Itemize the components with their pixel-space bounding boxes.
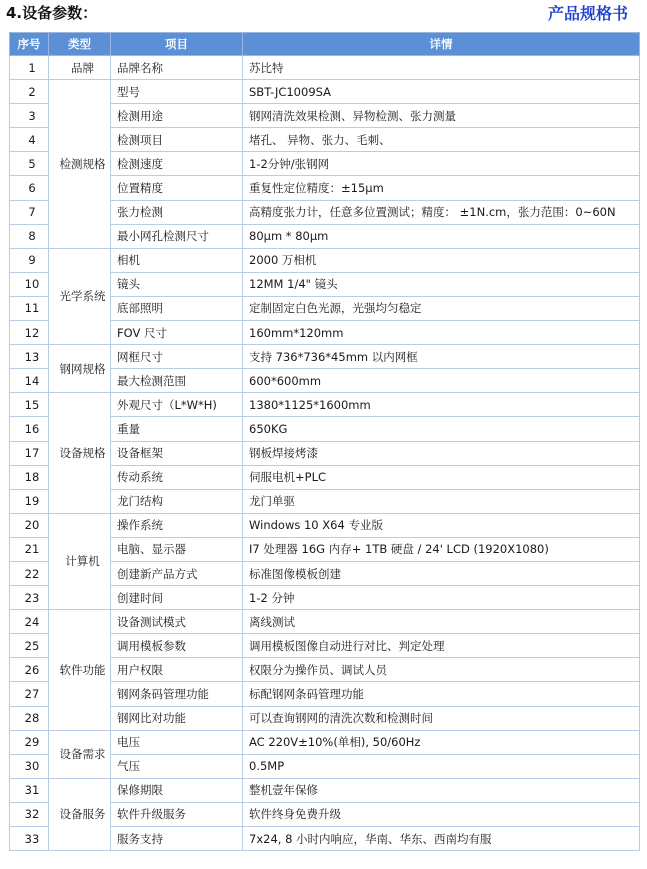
row-category: 光学系统 xyxy=(49,248,111,344)
row-number: 11 xyxy=(10,296,49,320)
row-detail: I7 处理器 16G 内存+ 1TB 硬盘 / 24' LCD (1920X1080) xyxy=(243,537,640,561)
row-item: 服务支持 xyxy=(111,827,243,851)
row-number: 30 xyxy=(10,754,49,778)
row-item: 最小网孔检测尺寸 xyxy=(111,224,243,248)
row-detail: 2000 万相机 xyxy=(243,248,640,272)
row-item: 设备框架 xyxy=(111,441,243,465)
row-detail: 调用模板图像自动进行对比、判定处理 xyxy=(243,634,640,658)
row-number: 27 xyxy=(10,682,49,706)
row-number: 14 xyxy=(10,369,49,393)
brand-title: 产品规格书 xyxy=(548,4,629,23)
row-item: 钢网条码管理功能 xyxy=(111,682,243,706)
header-no: 序号 xyxy=(10,33,49,56)
table-row xyxy=(10,513,640,537)
row-item: 相机 xyxy=(111,248,243,272)
row-number: 29 xyxy=(10,730,49,754)
row-item: 底部照明 xyxy=(111,296,243,320)
row-item: 检测项目 xyxy=(111,128,243,152)
row-detail: 600*600mm xyxy=(243,369,640,393)
table-row xyxy=(10,393,640,417)
row-item: 气压 xyxy=(111,754,243,778)
row-item: 张力检测 xyxy=(111,200,243,224)
row-detail: 定制固定白色光源，光强均匀稳定 xyxy=(243,296,640,320)
row-item: FOV 尺寸 xyxy=(111,321,243,345)
row-number: 6 xyxy=(10,176,49,200)
row-number: 4 xyxy=(10,128,49,152)
row-item: 重量 xyxy=(111,417,243,441)
row-item: 创建时间 xyxy=(111,586,243,610)
row-number: 2 xyxy=(10,80,49,104)
row-detail: 权限分为操作员、调试人员 xyxy=(243,658,640,682)
row-category: 钢网规格 xyxy=(49,345,111,393)
header-item: 项目 xyxy=(111,33,243,56)
table-row xyxy=(10,248,640,272)
row-category: 计算机 xyxy=(49,513,111,609)
spec-table-body xyxy=(10,56,640,851)
row-category: 检测规格 xyxy=(49,80,111,249)
row-detail: 12MM 1/4" 镜头 xyxy=(243,272,640,296)
row-item: 操作系统 xyxy=(111,513,243,537)
row-item: 龙门结构 xyxy=(111,489,243,513)
row-detail: 钢网清洗效果检测、异物检测、张力测量 xyxy=(243,104,640,128)
row-item: 镜头 xyxy=(111,272,243,296)
row-detail: 标配钢网条码管理功能 xyxy=(243,682,640,706)
row-detail: 1-2分钟/张钢网 xyxy=(243,152,640,176)
header-detail: 详情 xyxy=(243,33,640,56)
table-row xyxy=(10,56,640,80)
table-row xyxy=(10,730,640,754)
row-category: 软件功能 xyxy=(49,610,111,730)
row-category: 设备需求 xyxy=(49,730,111,778)
row-detail: 0.5MP xyxy=(243,754,640,778)
row-detail: 软件终身免费升级 xyxy=(243,802,640,826)
table-row xyxy=(10,610,640,634)
row-item: 保修期限 xyxy=(111,778,243,802)
row-number: 21 xyxy=(10,537,49,561)
row-detail: SBT-JC1009SA xyxy=(243,80,640,104)
row-item: 调用模板参数 xyxy=(111,634,243,658)
row-detail: 支持 736*736*45mm 以内网框 xyxy=(243,345,640,369)
spec-table xyxy=(9,32,640,851)
row-number: 20 xyxy=(10,513,49,537)
row-number: 23 xyxy=(10,586,49,610)
row-category: 设备服务 xyxy=(49,778,111,850)
row-item: 钢网比对功能 xyxy=(111,706,243,730)
row-number: 10 xyxy=(10,272,49,296)
row-detail: 堵孔、 异物、张力、毛刺、 xyxy=(243,128,640,152)
row-number: 24 xyxy=(10,610,49,634)
row-detail: 160mm*120mm xyxy=(243,321,640,345)
row-number: 9 xyxy=(10,248,49,272)
row-number: 31 xyxy=(10,778,49,802)
row-number: 26 xyxy=(10,658,49,682)
row-detail: 整机壹年保修 xyxy=(243,778,640,802)
row-item: 设备测试模式 xyxy=(111,610,243,634)
row-detail: 可以查询钢网的清洗次数和检测时间 xyxy=(243,706,640,730)
row-detail: 重复性定位精度：±15μm xyxy=(243,176,640,200)
row-number: 7 xyxy=(10,200,49,224)
row-item: 检测用途 xyxy=(111,104,243,128)
row-item: 软件升级服务 xyxy=(111,802,243,826)
row-detail: AC 220V±10%(单相), 50/60Hz xyxy=(243,730,640,754)
row-detail: 苏比特 xyxy=(243,56,640,80)
row-number: 19 xyxy=(10,489,49,513)
row-detail: 标准图像模板创建 xyxy=(243,561,640,585)
row-number: 16 xyxy=(10,417,49,441)
row-number: 5 xyxy=(10,152,49,176)
row-detail: 7x24, 8 小时内响应，华南、华东、西南均有服 xyxy=(243,827,640,851)
row-item: 最大检测范围 xyxy=(111,369,243,393)
row-detail: 1380*1125*1600mm xyxy=(243,393,640,417)
row-item: 位置精度 xyxy=(111,176,243,200)
row-detail: 650KG xyxy=(243,417,640,441)
row-number: 18 xyxy=(10,465,49,489)
table-row xyxy=(10,345,640,369)
row-item: 电脑、显示器 xyxy=(111,537,243,561)
row-number: 32 xyxy=(10,802,49,826)
row-detail: 离线测试 xyxy=(243,610,640,634)
row-number: 12 xyxy=(10,321,49,345)
row-detail: 80μm * 80μm xyxy=(243,224,640,248)
row-detail: 高精度张力计，任意多位置测试；精度： ±1N.cm，张力范围：0~60N xyxy=(243,200,640,224)
row-category: 品牌 xyxy=(49,56,111,80)
row-detail: 钢板焊接烤漆 xyxy=(243,441,640,465)
row-item: 网框尺寸 xyxy=(111,345,243,369)
row-item: 传动系统 xyxy=(111,465,243,489)
row-number: 3 xyxy=(10,104,49,128)
row-item: 用户权限 xyxy=(111,658,243,682)
row-number: 33 xyxy=(10,827,49,851)
section-title: 4.设备参数： xyxy=(6,4,98,22)
row-detail: 龙门单驱 xyxy=(243,489,640,513)
row-item: 电压 xyxy=(111,730,243,754)
row-number: 1 xyxy=(10,56,49,80)
row-number: 17 xyxy=(10,441,49,465)
row-item: 创建新产品方式 xyxy=(111,561,243,585)
row-number: 25 xyxy=(10,634,49,658)
row-detail: 伺服电机+PLC xyxy=(243,465,640,489)
row-item: 检测速度 xyxy=(111,152,243,176)
row-number: 8 xyxy=(10,224,49,248)
row-item: 型号 xyxy=(111,80,243,104)
table-row xyxy=(10,80,640,104)
row-number: 13 xyxy=(10,345,49,369)
table-header-row xyxy=(10,33,640,56)
table-row xyxy=(10,778,640,802)
row-category: 设备规格 xyxy=(49,393,111,513)
row-number: 28 xyxy=(10,706,49,730)
row-item: 品牌名称 xyxy=(111,56,243,80)
row-detail: Windows 10 X64 专业版 xyxy=(243,513,640,537)
header-category: 类型 xyxy=(49,33,111,56)
row-item: 外观尺寸（L*W*H) xyxy=(111,393,243,417)
row-number: 15 xyxy=(10,393,49,417)
row-number: 22 xyxy=(10,561,49,585)
row-detail: 1-2 分钟 xyxy=(243,586,640,610)
